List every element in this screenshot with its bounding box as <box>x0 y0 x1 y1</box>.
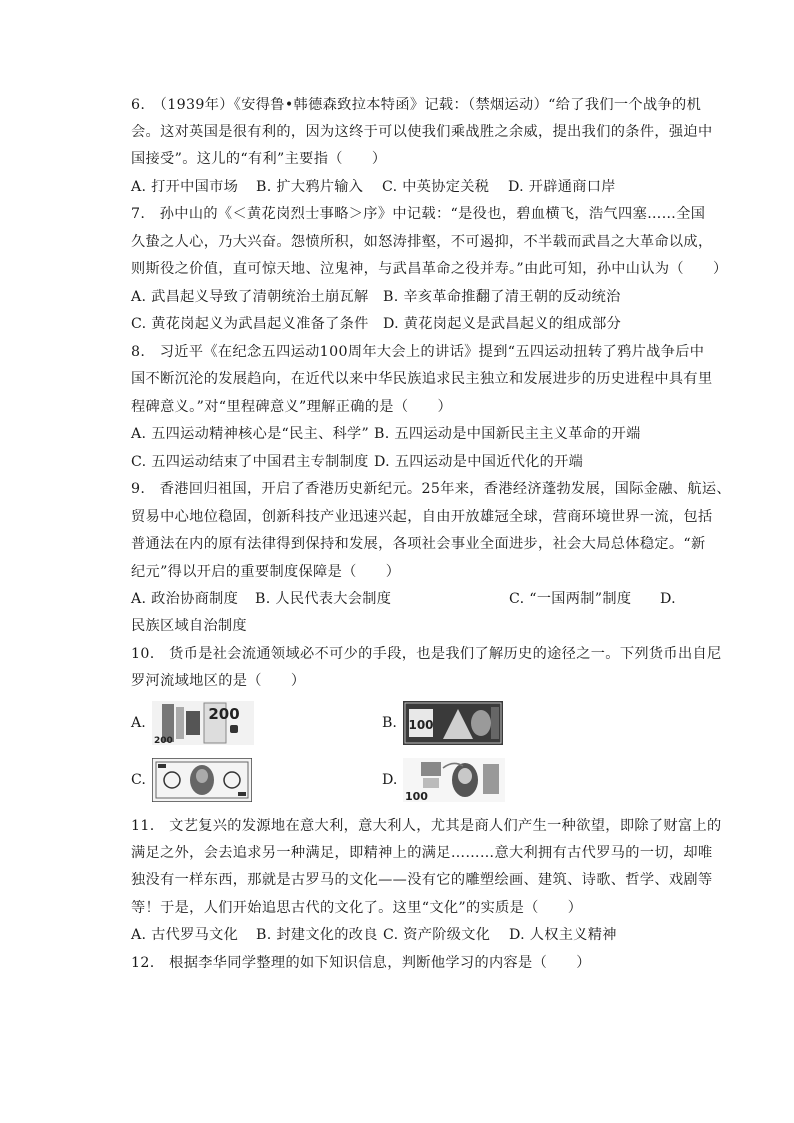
banknote-b-value: 100 <box>408 718 434 732</box>
q10-option-d <box>382 758 505 802</box>
q7-option-b: B. 辛亥革命推翻了清王朝的反动统治 <box>383 289 621 305</box>
q11-stem-line-1: 11. 文艺复兴的发源地在意大利，意大利人，尤其是商人们产生一种欲望，即除了财富上的 <box>131 818 722 834</box>
q9-stem-line-2: 贸易中心地位稳固，创新科技产业迅速兴起，自由开放雄冠全球，营商环境世界一流，包括 <box>131 509 713 525</box>
q7-option-d: D. 黄花岗起义是武昌起义的组成部分 <box>383 316 622 332</box>
banknote-a-image <box>152 701 254 745</box>
q11-option-c: C. 资产阶级文化 <box>383 927 491 943</box>
q11-stem-line-2: 满足之外，会去追求另一种满足，即精神上的满足………意大利拥有古代罗马的一切，却唯 <box>131 845 713 861</box>
q8-stem-line-3: 程碑意义。”对“里程碑意义”理解正确的是（ ） <box>131 399 452 415</box>
q9-stem-line-4: 纪元”得以开启的重要制度保障是（ ） <box>131 564 401 580</box>
q11-option-b: B. 封建文化的改良 <box>256 927 378 943</box>
q6-option-a: A. 打开中国市场 <box>131 179 239 195</box>
banknote-d-value: 100 <box>405 790 429 802</box>
q8-stem-line-1: 8. 习近平《在纪念五四运动100周年大会上的讲话》提到“五四运动扭转了鸦片战争后中 <box>131 344 705 360</box>
q7-stem-line-3: 则斯役之价值，直可惊天地、泣鬼神，与武昌革命之役并寿。”由此可知，孙中山认为（ ） <box>131 261 728 277</box>
q9-option-b: B. 人民代表大会制度 <box>255 591 392 607</box>
q9-option-d-text: 民族区域自治制度 <box>131 618 247 634</box>
q8-stem-line-2: 国不断沉沦的发展趋向，在近代以来中华民族追求民主独立和发展进步的历史进程中具有里 <box>131 371 713 387</box>
q7-option-c: C. 黄花岗起义为武昌起义准备了条件 <box>131 316 369 332</box>
banknote-a-value-small: 200 <box>153 736 173 745</box>
q6-option-c: C. 中英协定关税 <box>382 179 490 195</box>
banknote-d-image <box>403 758 505 802</box>
q6-stem-line-1: 6. （1939年）《安得鲁•韩德森致拉本特函》记载：（禁烟运动）“给了我们一个战争的机 <box>131 97 702 113</box>
q10-option-a <box>131 701 254 745</box>
q6-stem-line-3: 国接受”。这儿的“有利”主要指（ ） <box>131 151 387 167</box>
banknote-c-image <box>152 758 252 802</box>
q10-option-c-label: C. <box>131 772 146 788</box>
q10-option-b <box>382 701 503 745</box>
banknote-a-value-large: 200 <box>208 705 240 723</box>
q10-option-d-label: D. <box>382 772 398 788</box>
q12-stem-line-1: 12. 根据李华同学整理的如下知识信息，判断他学习的内容是（ ） <box>131 955 591 971</box>
q8-option-c: C. 五四运动结束了中国君主专制制度 <box>131 454 369 470</box>
q10-stem-line-2: 罗河流域地区的是（ ） <box>131 673 306 689</box>
q7-option-a: A. 武昌起义导致了清朝统治土崩瓦解 <box>131 289 369 305</box>
q7-stem-line-2: 久蛰之人心，乃大兴奋。怨愤所积，如怒涛排壑，不可遏抑，不半载而武昌之大革命以成， <box>131 234 713 250</box>
q10-stem-line-1: 10. 货币是社会流通领域必不可少的手段，也是我们了解历史的途径之一。下列货币出自尼 <box>131 646 722 662</box>
q10-option-c <box>131 758 252 802</box>
q11-stem-line-4: 等！于是，人们开始追思古代的文化了。这里“文化”的实质是（ ） <box>131 900 583 916</box>
q6-stem-line-2: 会。这对英国是很有利的，因为这终于可以使我们乘战胜之余威，提出我们的条件，强迫中 <box>131 124 713 140</box>
q11-option-a: A. 古代罗马文化 <box>131 927 239 943</box>
q9-option-c: C. “一国两制”制度 <box>509 591 632 607</box>
q11-option-d: D. 人权主义精神 <box>509 927 617 943</box>
q7-stem-line-1: 7. 孙中山的《＜黄花岗烈士事略＞序》中记载：“是役也，碧血横飞，浩气四塞……全国 <box>131 206 706 222</box>
q10-option-b-label: B. <box>382 715 397 731</box>
q6-option-b: B. 扩大鸦片输入 <box>256 179 364 195</box>
q9-stem-line-1: 9. 香港回归祖国，开启了香港历史新纪元。25年来，香港经济蓬勃发展，国际金融、航运、 <box>131 481 731 497</box>
q6-option-d: D. 开辟通商口岸 <box>508 179 616 195</box>
q10-option-a-label: A. <box>131 715 146 731</box>
q8-option-d: D. 五四运动是中国近代化的开端 <box>374 454 584 470</box>
banknote-b-image <box>403 701 503 745</box>
q8-option-a: A. 五四运动精神核心是“民主、科学” <box>131 426 370 442</box>
q8-option-b: B. 五四运动是中国新民主主义革命的开端 <box>374 426 641 442</box>
q9-option-d-letter: D. <box>660 591 676 607</box>
q9-stem-line-3: 普通法在内的原有法律得到保持和发展，各项社会事业全面进步，社会大局总体稳定。“新 <box>131 536 706 552</box>
q9-option-a: A. 政治协商制度 <box>131 591 239 607</box>
q11-stem-line-3: 独没有一样东西，那就是古罗马的文化——没有它的雕塑绘画、建筑、诗歌、哲学、戏剧等 <box>131 872 713 888</box>
